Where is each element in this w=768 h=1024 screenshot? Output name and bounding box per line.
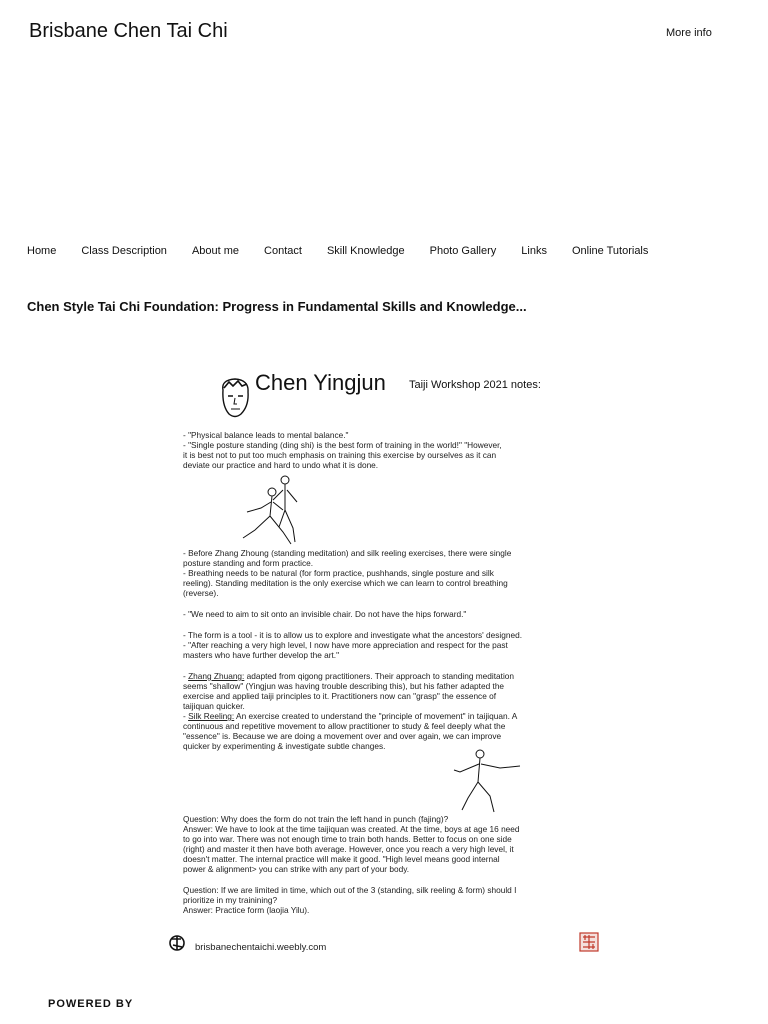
- note-line: reeling). Standing meditation is the only exercise which we can learn to control breathing: [183, 578, 508, 588]
- note-line: seems "shallow" (Yingjun was having trouble describing this), but his father adapted the: [183, 681, 505, 691]
- note-line: continuous and repetitive movement to allow practitioner to study & feel deeply what the: [183, 721, 506, 731]
- note-line: quicker by experimenting & investigate subtle changes.: [183, 741, 386, 751]
- poster-title: Chen Yingjun: [255, 370, 386, 395]
- note-line: - "Single posture standing (ding shi) is the best form of training in the world!" "However,: [183, 440, 502, 450]
- nav-item-photo-gallery[interactable]: Photo Gallery: [429, 245, 497, 257]
- note-line: taijiquan quicker.: [183, 701, 245, 711]
- term-silk-reeling: Silk Reeling:: [188, 711, 235, 721]
- main-nav: [27, 245, 648, 257]
- note-line: (right) and master it then have both average. However, once you reach a very high level, it: [183, 844, 514, 854]
- note-line: - "Physical balance leads to mental balance.": [183, 430, 349, 440]
- nav-item-contact[interactable]: Contact: [264, 245, 302, 257]
- nav-item-about-me[interactable]: About me: [191, 245, 240, 257]
- workshop-notes-image: [165, 358, 605, 958]
- nav-item-class-description[interactable]: Class Description: [81, 245, 167, 257]
- note-line: power & alignment> you can strike with any part of your body.: [183, 864, 410, 874]
- nav-item-online-tutorials[interactable]: Online Tutorials: [571, 245, 649, 257]
- note-line: Question: Why does the form do not train the left hand in punch (fajing)?: [183, 814, 449, 824]
- note-line: - Before Zhang Zhoung (standing meditation) and silk reeling exercises, there were single: [183, 548, 512, 558]
- note-line: "essence" is. Because we are doing a movement over and over again, we can improve: [183, 731, 502, 741]
- note-line: - Silk Reeling: An exercise created to understand the "principle of movement" in taijiquan. A: [183, 711, 518, 721]
- note-line: Answer: Practice form (laojia Yilu).: [183, 905, 310, 915]
- note-line: - "After reaching a very high level, I now have more appreciation and respect for the past: [183, 640, 508, 650]
- note-line: to go into war. There was not enough time to train both hands. Better to focus on one side: [183, 834, 512, 844]
- note-line: - Zhang Zhuang: adapted from qigong practitioners. Their approach to standing meditation: [183, 671, 515, 681]
- note-line: - "We need to aim to sit onto an invisible chair. Do not have the hips forward.": [183, 609, 467, 619]
- note-line: Question: If we are limited in time, which out of the 3 (standing, silk reeling & form) should I: [183, 885, 517, 895]
- note-line: exercise and applied taiji principles to it. Practitioners now can "grasp" the essence of: [183, 691, 497, 701]
- note-line: prioritize in my trainining?: [183, 895, 278, 905]
- powered-by[interactable]: POWERED BY: [48, 998, 134, 1010]
- nav-item-skill-knowledge[interactable]: Skill Knowledge: [326, 245, 405, 257]
- seal-stamp-icon: [579, 932, 599, 952]
- single-posture-sketch-icon: [450, 746, 525, 816]
- note-line: Answer: We have to look at the time taijiquan was created. At the time, boys at age 16 need: [183, 824, 520, 834]
- page-heading: Chen Style Tai Chi Foundation: Progress in Fundamental Skills and Knowledge...: [27, 299, 527, 314]
- note-line: deviate our practice and hard to undo what it is done.: [183, 460, 379, 470]
- poster-footer-url: brisbanechentaichi.weebly.com: [195, 942, 327, 953]
- note-line: - Breathing needs to be natural (for form practice, pushhands, single posture and silk: [183, 568, 494, 578]
- nav-item-home[interactable]: Home: [27, 245, 57, 257]
- note-line: masters who have further develop the art.": [183, 650, 340, 660]
- nav-item-links[interactable]: Links: [521, 245, 547, 257]
- note-line: it is best not to put too much emphasis on training this exercise by ourselves as it can: [183, 450, 497, 460]
- note-line: posture standing and form practice.: [183, 558, 314, 568]
- term-zhang-zhuang: Zhang Zhuang:: [188, 671, 245, 681]
- poster-subtitle: Taiji Workshop 2021 notes:: [409, 379, 541, 391]
- face-sketch-icon: [215, 376, 255, 422]
- site-title[interactable]: Brisbane Chen Tai Chi: [29, 20, 228, 42]
- note-line: - The form is a tool - it is to allow us to explore and investigate what the ancestors' designed.: [183, 630, 523, 640]
- note-line: doesn't matter. The internal practice will make it good. "High level means good internal: [183, 854, 500, 864]
- more-info-link[interactable]: More info: [666, 27, 712, 39]
- partners-sketch-icon: [235, 472, 305, 547]
- note-line: (reverse).: [183, 588, 219, 598]
- brand-logo-icon: [167, 933, 187, 953]
